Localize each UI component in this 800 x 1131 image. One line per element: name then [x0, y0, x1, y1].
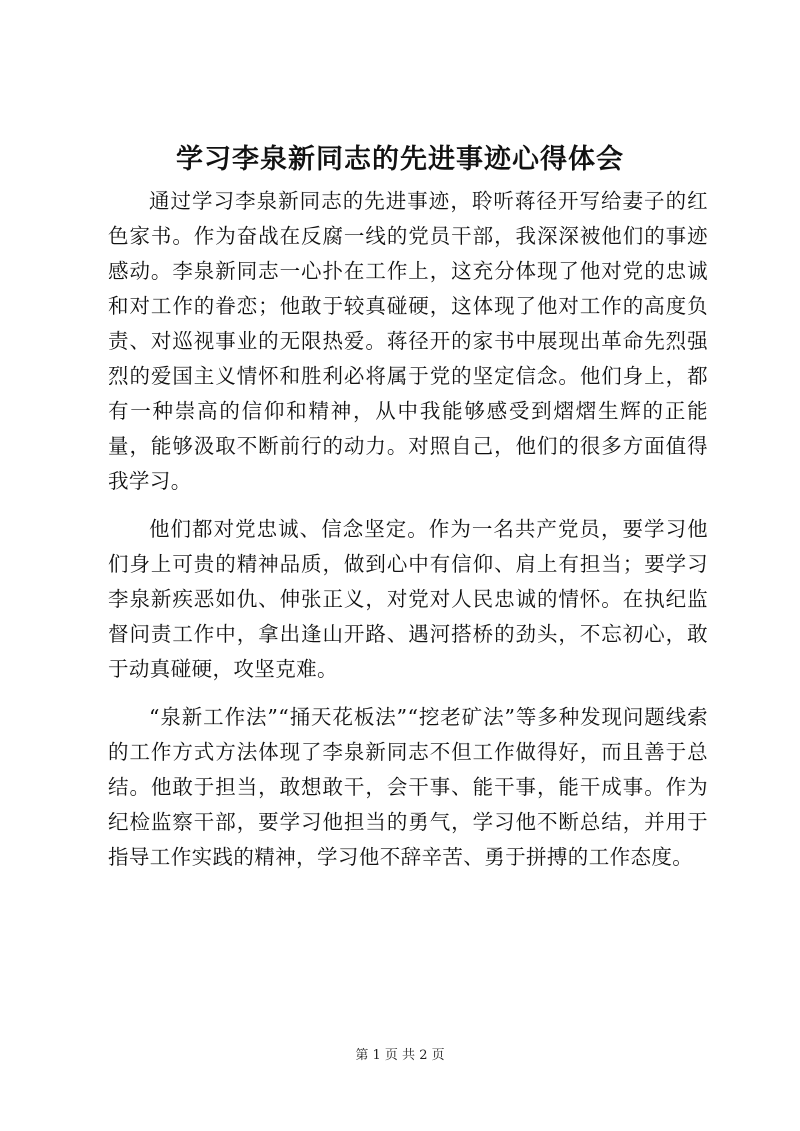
document-title: 学习李泉新同志的先进事迹心得体会	[176, 144, 624, 175]
document-body	[108, 184, 708, 888]
paragraph-3: “泉新工作法”“捅天花板法”“挖老矿法”等多种发现问题线索的工作方式方法体现了李泉新同志不但工作做得好，而且善于总结。他敢于担当，敢想敢干，会干事、能干事，能干成事。作为纪检监察干部，要学习他担当的勇气，学习他不断总结，并用于指导工作实践的精神，学习他不辞辛苦、勇于拼搏的工作态度。	[108, 705, 708, 869]
page-footer: 第 1 页 共 2 页	[355, 1048, 445, 1063]
paragraph-2: 他们都对党忠诚、信念坚定。作为一名共产党员，要学习他们身上可贵的精神品质，做到心中有信仰、肩上有担当；要学习李泉新疾恶如仇、伸张正义，对党对人民忠诚的情怀。在执纪监督问责工作中，拿出逢山开路、遇河搭桥的劲头，不忘初心，敢于动真碰硬，攻坚克难。	[108, 517, 708, 681]
paragraph-1: 通过学习李泉新同志的先进事迹，聆听蒋径开写给妻子的红色家书。作为奋战在反腐一线的党员干部，我深深被他们的事迹感动。李泉新同志一心扑在工作上，这充分体现了他对党的忠诚和对工作的眷恋；他敢于较真碰硬，这体现了他对工作的高度负责、对巡视事业的无限热爱。蒋径开的家书中展现出革命先烈强烈的爱国主义情怀和胜利必将属于党的坚定信念。他们身上，都有一种崇高的信仰和精神，从中我能够感受到熠熠生辉的正能量，能够汲取不断前行的动力。对照自己，他们的很多方面值得我学习。	[108, 189, 708, 493]
